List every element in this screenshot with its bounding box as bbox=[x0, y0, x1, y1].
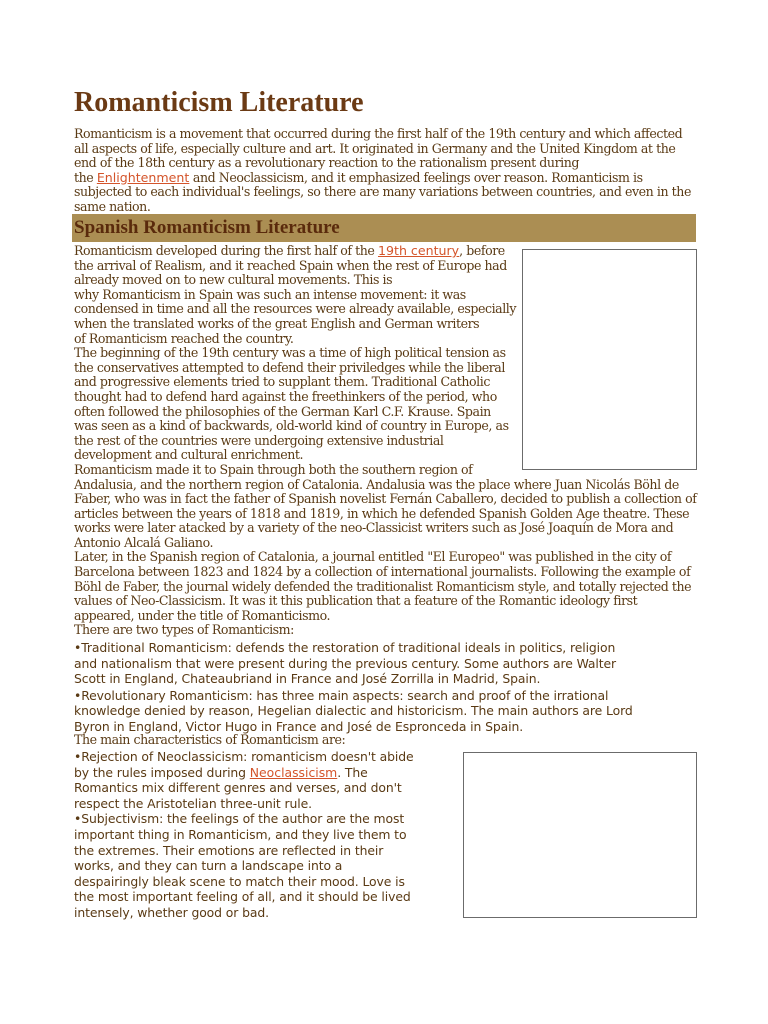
list-item-line: •Revolutionary Romanticism: has three main aspects: search and proof of the irrational bbox=[74, 687, 609, 703]
spain-paragraph-1 bbox=[74, 244, 696, 638]
text-line: thought had to defend hard against the freethinkers of the period, who bbox=[74, 388, 497, 404]
list-item-line bbox=[74, 765, 414, 781]
text-fragment: and Neoclassicism, and it emphasized feelings over reason. Romanticism is bbox=[189, 169, 643, 185]
list-item-line: knowledge denied by reason, Hegelian dialectic and historicism. The main authors are Lord bbox=[74, 703, 633, 719]
text-line: Antonio Alcalá Galiano. bbox=[74, 534, 214, 550]
text-line: why Romanticism in Spain was such an intense movement: it was bbox=[74, 286, 466, 302]
text-line: same nation. bbox=[74, 198, 151, 214]
text-line: already moved on to new cultural movements. This is bbox=[74, 272, 393, 288]
text-line: Later, in the Spanish region of Catalonia, a journal entitled "El Europeo" was published in the city of bbox=[74, 549, 672, 565]
text-line bbox=[74, 244, 696, 259]
text-line: appeared, under the title of Romanticismo. bbox=[74, 607, 331, 623]
text-line: values of Neo-Classicism. It was it this publication that a feature of the Romantic ideology first bbox=[74, 593, 638, 609]
list-item-line: •Rejection of Neoclassicism: romanticism doesn't abide bbox=[74, 749, 414, 764]
list-item-line: Byron in England, Victor Hugo in France and José de Espronceda in Spain. bbox=[74, 718, 524, 734]
text-fragment: by the rules imposed during bbox=[74, 764, 250, 780]
text-line: development and cultural enrichment. bbox=[74, 447, 304, 463]
text-line: condensed in time and all the resources were already available, especially bbox=[74, 301, 517, 317]
text-line: and progressive elements tried to supplant them. Traditional Catholic bbox=[74, 374, 490, 390]
text-fragment: , before bbox=[459, 243, 505, 258]
list-item-line: important thing in Romanticism, and they live them to bbox=[74, 826, 407, 842]
text-line: Romanticism made it to Spain through both the southern region of bbox=[74, 461, 473, 477]
text-line: subjected to each individual's feelings, so there are many variations between countries, and even in the bbox=[74, 184, 691, 200]
section-heading: Spanish Romanticism Literature bbox=[74, 217, 340, 238]
list-item-line: the most important feeling of all, and it should be lived bbox=[74, 889, 411, 905]
text-line: when the translated works of the great English and German writers bbox=[74, 315, 480, 331]
list-item-line: the extremes. Their emotions are reflected in their bbox=[74, 842, 384, 858]
text-line: of Romanticism reached the country. bbox=[74, 330, 294, 346]
characteristics-intro: The main characteristics of Romanticism are: bbox=[74, 732, 346, 747]
intro-paragraph bbox=[74, 127, 691, 215]
romanticism-types-list bbox=[74, 640, 633, 735]
text-line: often followed the philosophies of the German Karl C.F. Krause. Spain bbox=[74, 403, 491, 419]
text-line: was seen as a kind of backwards, old-world kind of country in Europe, as bbox=[74, 418, 509, 434]
text-line: Böhl de Faber, the journal widely defended the traditionalist Romanticism style, and totally rejected the bbox=[74, 578, 692, 594]
page-title: Romanticism Literature bbox=[74, 87, 364, 118]
list-item-line: and nationalism that were present during the previous century. Some authors are Walter bbox=[74, 655, 617, 671]
list-item-line: respect the Aristotelian three-unit rule. bbox=[74, 795, 312, 811]
section-banner bbox=[72, 214, 696, 242]
text-line: works were later atacked by a variety of the neo-Classicist writers such as José Joaquín de Mora and bbox=[74, 520, 674, 536]
text-line: The beginning of the 19th century was a time of high political tension as bbox=[74, 345, 506, 361]
text-line: all aspects of life, especially culture and art. It originated in Germany and the United Kingdom at the bbox=[74, 140, 676, 156]
19th-century-link[interactable]: 19th century bbox=[377, 243, 460, 258]
list-item-line: despairingly bleak scene to match their mood. Love is bbox=[74, 873, 405, 889]
list-item-line: •Subjectivism: the feelings of the author are the most bbox=[74, 811, 405, 827]
characteristics-list bbox=[74, 749, 414, 921]
text-line: the rest of the countries were undergoing extensive industrial bbox=[74, 432, 444, 448]
list-item-line: •Traditional Romanticism: defends the restoration of traditional ideals in politics, religion bbox=[74, 640, 616, 655]
enlightenment-link[interactable]: Enlightenment bbox=[96, 169, 190, 185]
text-line: Andalusia, and the northern region of Catalonia. Andalusia was the place where Juan Nicolás Böhl de bbox=[74, 476, 679, 492]
text-line: There are two types of Romanticism: bbox=[74, 622, 294, 638]
text-line: the arrival of Realism, and it reached Spain when the rest of Europe had bbox=[74, 257, 507, 273]
list-item-line: intensely, whether good or bad. bbox=[74, 904, 269, 920]
text-line: articles between the years of 1818 and 1819, in which he defended Spanish Golden Age theatre. These bbox=[74, 505, 690, 521]
list-item-line: Romantics mix different genres and verses, and don't bbox=[74, 780, 402, 796]
text-line: end of the 18th century as a revolutionary reaction to the rationalism present during bbox=[74, 155, 579, 171]
text-line: Romanticism is a movement that occurred during the first half of the 19th century and which affected bbox=[74, 126, 683, 141]
list-item-line: Scott in England, Chateaubriand in France and José Zorrilla in Madrid, Spain. bbox=[74, 671, 541, 687]
text-line: the conservatives attempted to defend their priviledges while the liberal bbox=[74, 359, 505, 375]
text-line: Barcelona between 1823 and 1824 by a collection of international journalists. Following the example of bbox=[74, 564, 691, 580]
text-line: Faber, who was in fact the father of Spanish novelist Fernán Caballero, decided to publish a collection of bbox=[74, 491, 697, 507]
list-item-line: works, and they can turn a landscape into a bbox=[74, 858, 343, 874]
neoclassicism-link[interactable]: Neoclassicism bbox=[249, 764, 338, 780]
text-fragment: . The bbox=[337, 764, 368, 780]
text-fragment: the bbox=[74, 169, 97, 185]
text-fragment: Romanticism developed during the first half of the bbox=[74, 243, 378, 258]
text-line bbox=[74, 171, 691, 186]
image-placeholder bbox=[463, 752, 697, 918]
